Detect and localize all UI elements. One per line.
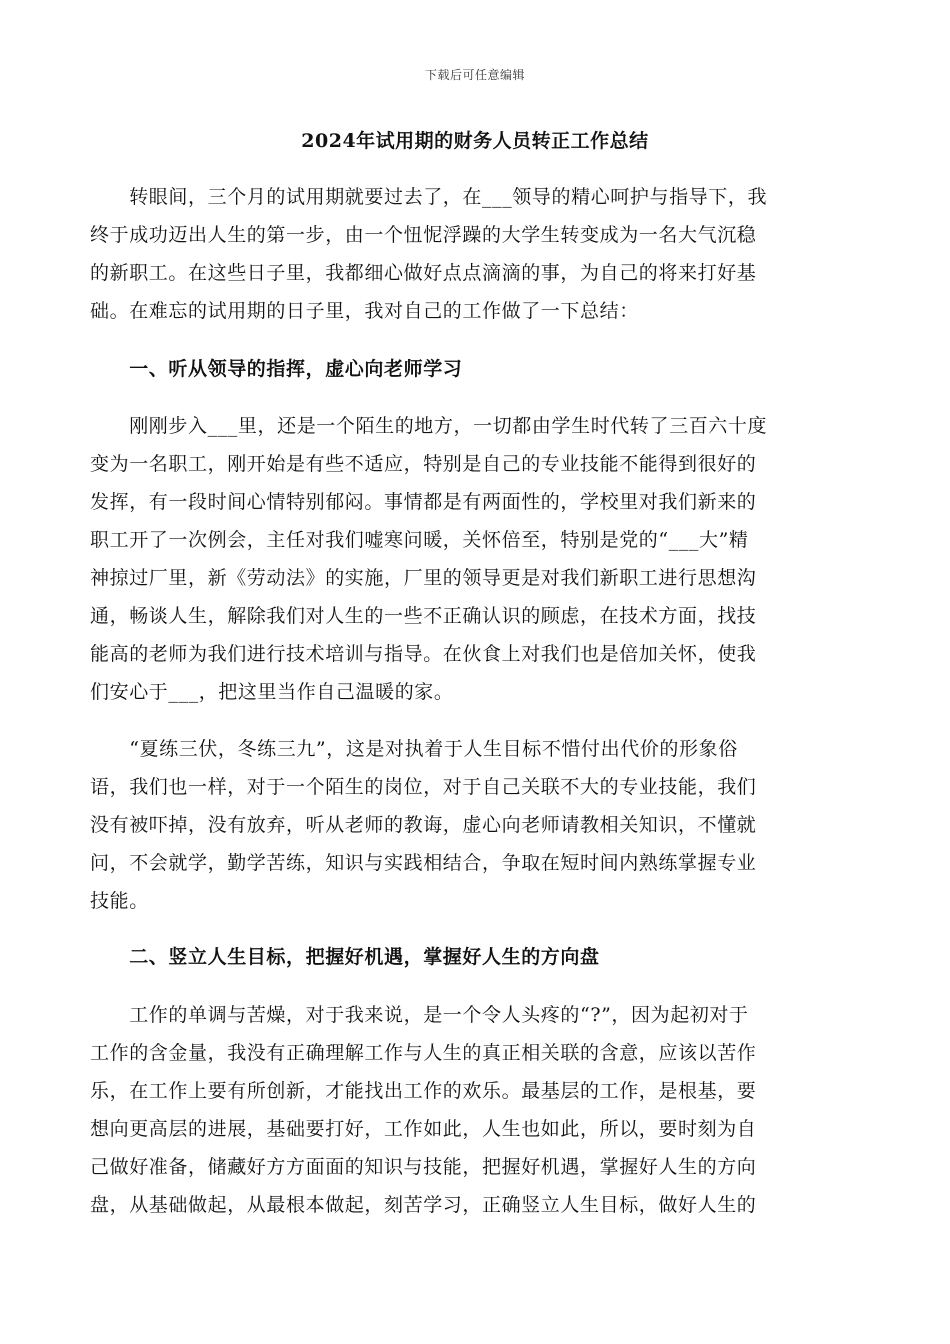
body-line: 己做好准备，储藏好方方面面的知识与技能，把握好机遇，掌握好人生的方向: [90, 1156, 757, 1178]
body-line: 的新职工。在这些日子里，我都细心做好点点滴滴的事，为自己的将来打好基: [90, 262, 757, 284]
body-line: “夏练三伏，冬练三九”，这是对执着于人生目标不惜付出代价的形象俗: [90, 738, 738, 760]
body-line: 发挥，有一段时间心情特别郁闷。事情都是有两面性的，学校里对我们新来的: [90, 491, 757, 513]
body-line: 没有被吓掉，没有放弃，听从老师的教诲，虚心向老师请教相关知识，不懂就: [90, 814, 757, 836]
body-line: 技能。: [90, 890, 149, 912]
body-line: 想向更高层的进展，基础要打好，工作如此，人生也如此，所以，要时刻为自: [90, 1118, 757, 1140]
body-line: 能高的老师为我们进行技术培训与指导。在伙食上对我们也是倍加关怀，使我: [90, 643, 757, 665]
body-line: 们安心于___，把这里当作自己温暖的家。: [90, 681, 454, 703]
body-line: 刚刚步入___里，还是一个陌生的地方，一切都由学生时代转了三百六十度: [90, 415, 768, 437]
body-line: 问，不会就学，勤学苦练，知识与实践相结合，争取在短时间内熟练掌握专业: [90, 852, 757, 874]
section-heading: 一、听从领导的指挥，虚心向老师学习: [90, 358, 463, 380]
body-line: 工作的单调与苦燥，对于我来说，是一个令人头疼的“?”，因为起初对于: [90, 1004, 749, 1026]
header-note: 下载后可任意编辑: [424, 68, 525, 82]
body-line: 职工开了一次例会，主任对我们嘘寒问暖，关怀倍至，特别是党的“___大”精: [90, 529, 749, 551]
section-heading: 二、竖立人生目标，把握好机遇，掌握好人生的方向盘: [90, 946, 600, 968]
body-line: 终于成功迈出人生的第一步，由一个忸怩浮躁的大学生转变成为一名大气沉稳: [90, 224, 757, 246]
body-line: 通，畅谈人生，解除我们对人生的一些不正确认识的顾虑，在技术方面，找技: [90, 605, 757, 627]
body-line: 神掠过厂里，新《劳动法》的实施，厂里的领导更是对我们新职工进行思想沟: [90, 567, 757, 589]
body-line: 变为一名职工，刚开始是有些不适应，特别是自己的专业技能不能得到很好的: [90, 453, 757, 475]
page-title: 2024年试用期的财务人员转正工作总结: [301, 130, 649, 152]
body-line: 语，我们也一样，对于一个陌生的岗位，对于自己关联不大的专业技能，我们: [90, 776, 757, 798]
body-line: 乐，在工作上要有所创新，才能找出工作的欢乐。最基层的工作，是根基，要: [90, 1080, 757, 1102]
body-line: 盘，从基础做起，从最根本做起，刻苦学习，正确竖立人生目标，做好人生的: [90, 1194, 757, 1216]
body-line: 转眼间，三个月的试用期就要过去了，在___领导的精心呵护与指导下，我: [90, 186, 768, 208]
body-line: 工作的含金量，我没有正确理解工作与人生的真正相关联的含意，应该以苦作: [90, 1042, 757, 1064]
body-line: 础。在难忘的试用期的日子里，我对自己的工作做了一下总结：: [90, 300, 639, 322]
